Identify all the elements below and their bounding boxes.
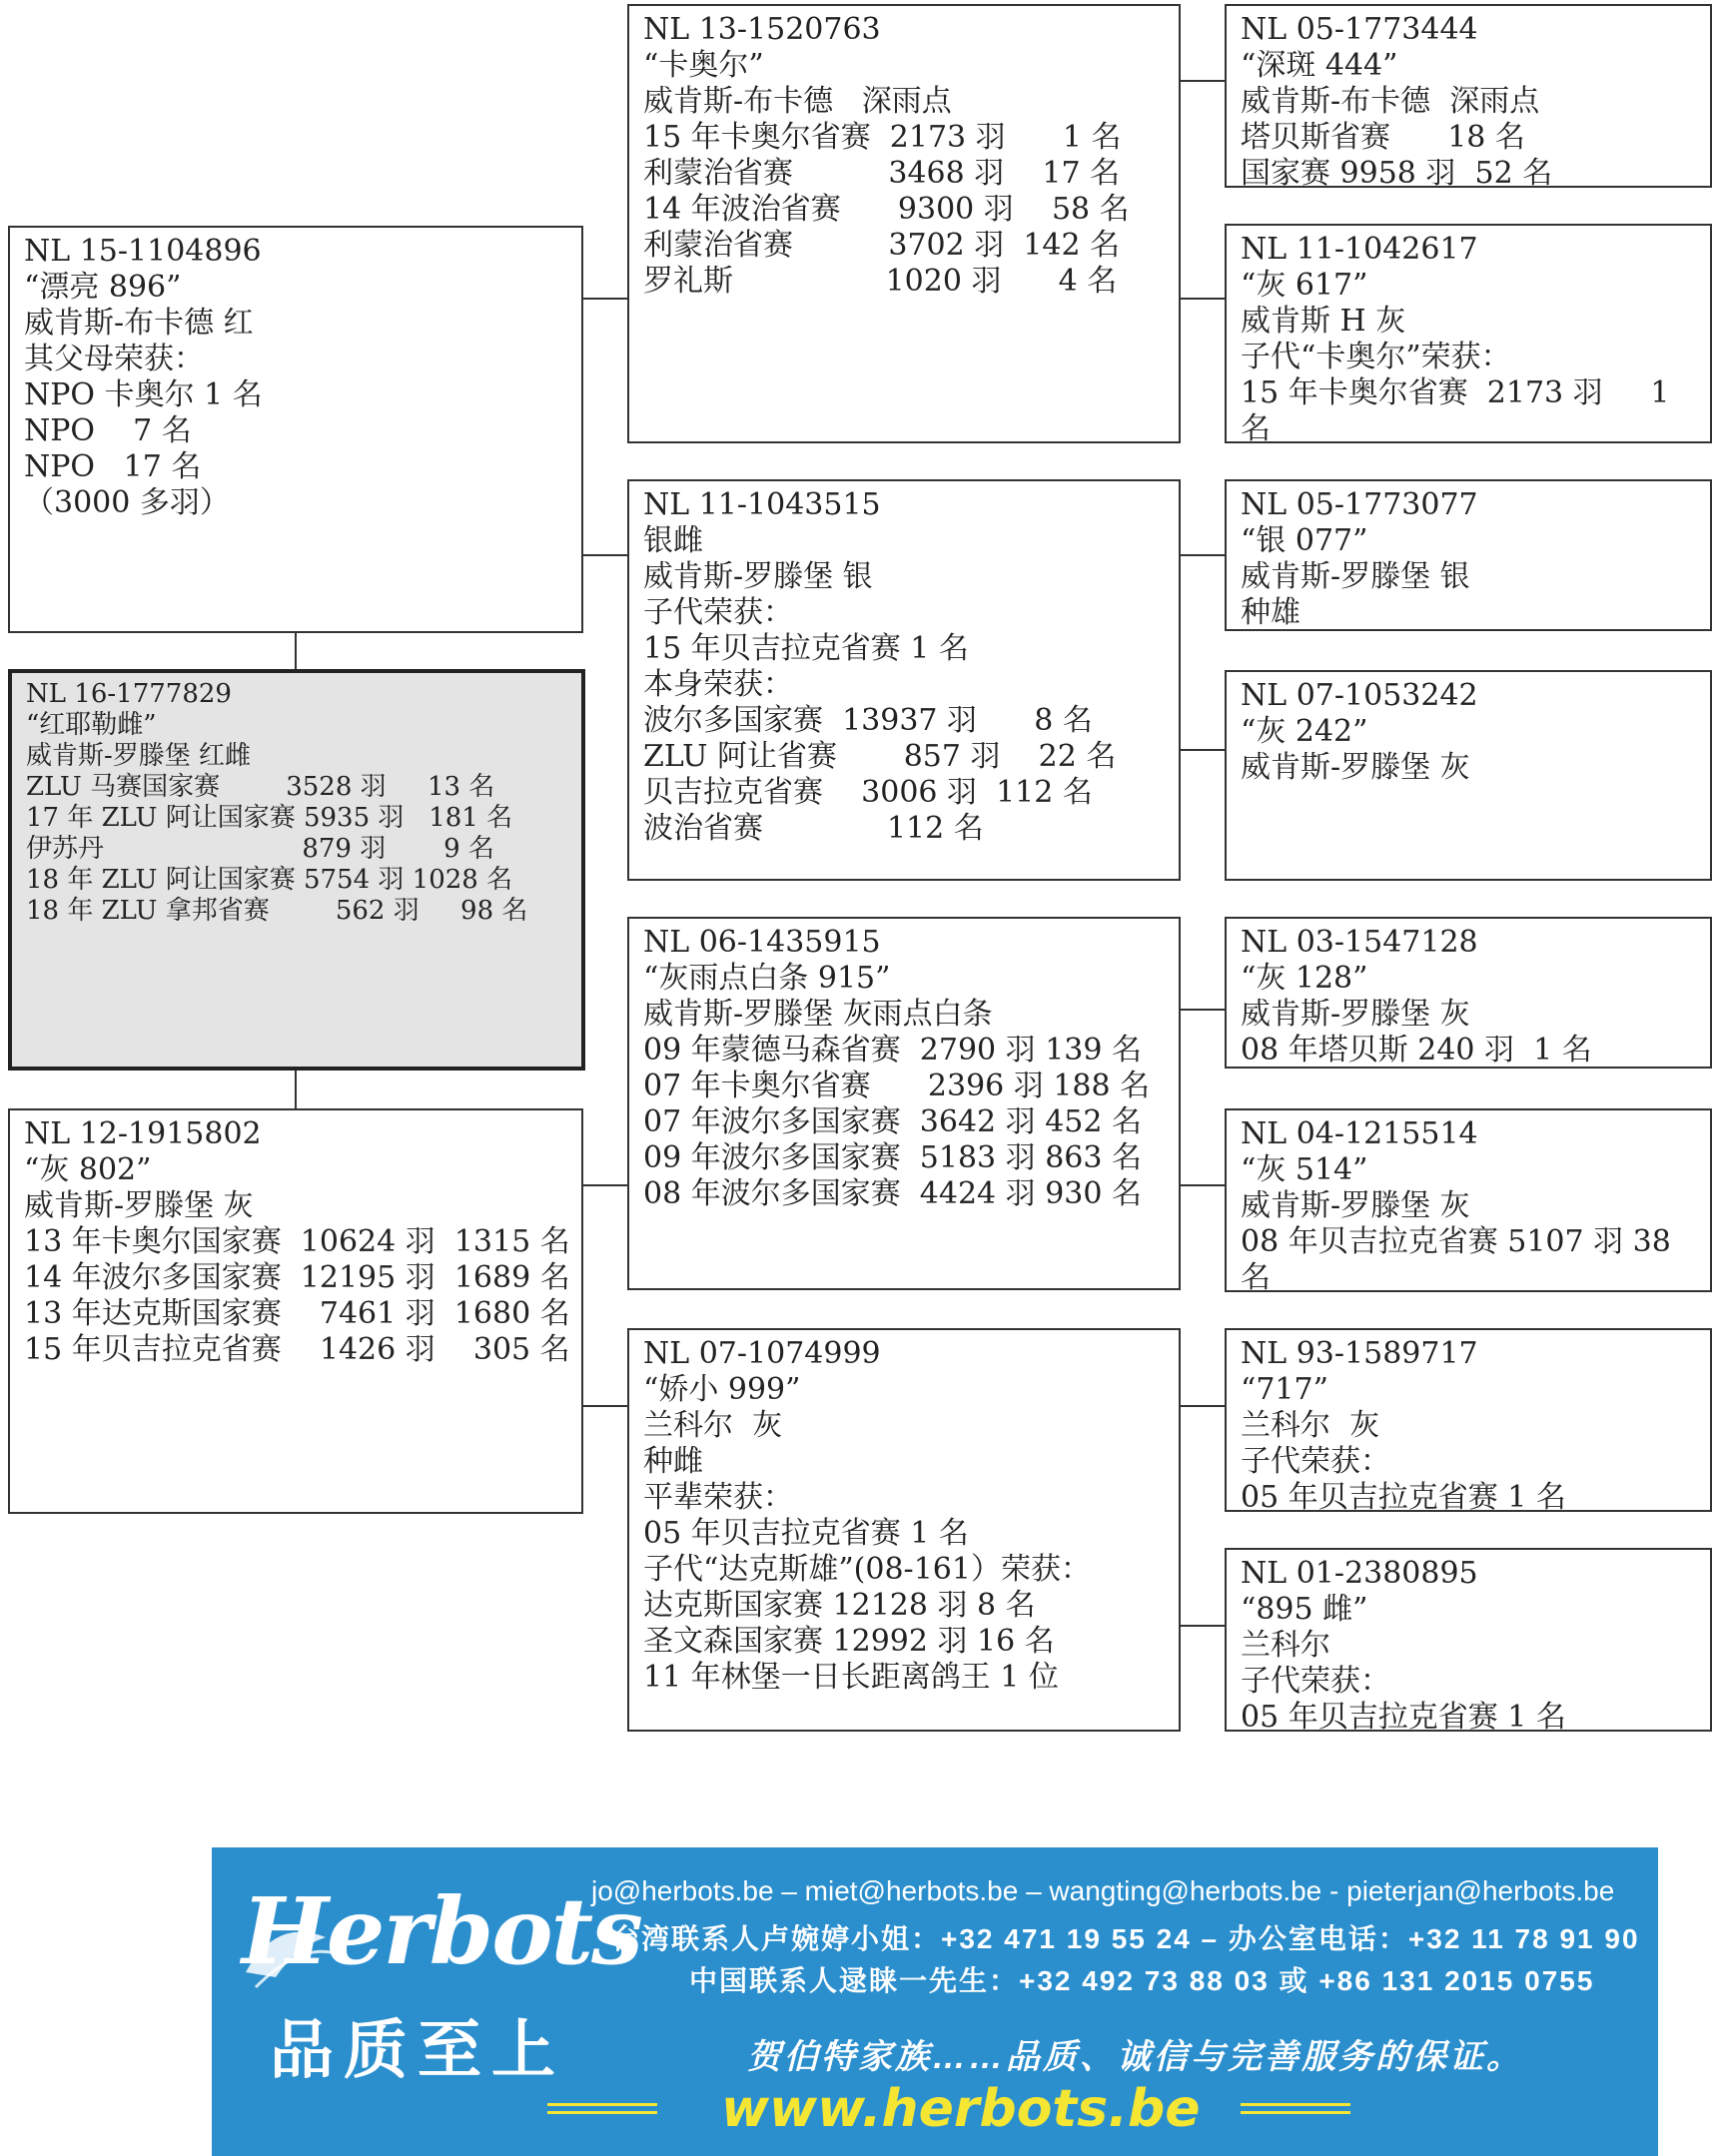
card-line: “717” [1241,1372,1328,1407]
card-line: NPO 17 名 [24,449,202,484]
card-dam [8,1108,583,1514]
card-line: “灰 514” [1241,1152,1368,1187]
connector [1181,298,1225,300]
ring-number: NL 93-1589717 [1241,1336,1478,1371]
card-line: 05 年贝吉拉克省赛 1 名 [1241,1480,1566,1515]
ring-number: NL 16-1777829 [26,679,232,709]
card-line: 08 年塔贝斯 240 羽 1 名 [1241,1033,1592,1068]
card-subject [8,669,585,1071]
connector [1181,1009,1225,1011]
card-line: 09 年波尔多国家赛 5183 羽 863 名 [643,1140,1142,1175]
card-line: 种雄 [1241,595,1300,630]
card-line: 18 年 ZLU 阿让国家赛 5754 羽 1028 名 [26,865,513,895]
connector [583,554,627,556]
connector [295,1071,297,1108]
card-line: “灰 802” [24,1152,152,1187]
connector [1181,554,1225,556]
card-line: 名 [1241,1260,1271,1295]
card-line: ZLU 阿让省赛 857 羽 22 名 [643,739,1117,774]
card-line: “灰雨点白条 915” [643,961,891,996]
card-ss-dam [1225,224,1712,446]
connector [295,633,297,669]
card-line: “红耶勒雌” [26,710,157,740]
card-line: 08 年贝吉拉克省赛 5107 羽 38 [1241,1224,1671,1259]
card-line: NPO 7 名 [24,413,192,448]
ring-number: NL 15-1104896 [24,234,262,269]
card-line: 09 年蒙德马森省赛 2790 羽 139 名 [643,1033,1142,1068]
card-line: 子代荣获： [1241,1664,1390,1699]
card-sd-dam [1225,670,1712,881]
connector [583,1405,627,1407]
card-line: 达克斯国家赛 12128 羽 8 名 [643,1588,1036,1623]
ring-number: NL 06-1435915 [643,925,881,960]
card-ss-sire [1225,4,1712,191]
card-line: 伊苏丹 879 羽 9 名 [26,834,494,864]
card-line: 15 年贝吉拉克省赛 1 名 [643,631,969,666]
card-line: 14 年波治省赛 9300 羽 58 名 [643,192,1130,227]
card-line: 兰科尔 灰 [1241,1408,1380,1443]
website-link[interactable]: www.herbots.be [721,2079,1201,2139]
ring-number: NL 04-1215514 [1241,1116,1478,1151]
card-line: 15 年卡奥尔省赛 2173 羽 1 [1241,375,1670,410]
card-line: 子代“达克斯雄”(08-161）荣获： [643,1552,1091,1587]
card-line: “娇小 999” [643,1372,801,1407]
card-ds-dam [1225,1108,1712,1295]
card-line: ZLU 马赛国家赛 3528 羽 13 名 [26,772,495,802]
card-sire-sire [627,4,1181,443]
card-line: 兰科尔 灰 [643,1408,783,1443]
card-line: 波尔多国家赛 13937 羽 8 名 [643,703,1093,738]
card-line: “灰 242” [1241,714,1368,749]
ring-number: NL 11-1042617 [1241,232,1478,267]
connector [583,1184,627,1186]
tagline: 贺伯特家族……品质、诚信与完善服务的保证。 [747,2038,1523,2076]
ring-number: NL 12-1915802 [24,1116,262,1151]
ring-number: NL 05-1773444 [1241,12,1478,47]
card-line: 05 年贝吉拉克省赛 1 名 [643,1516,969,1551]
ring-number: NL 07-1053242 [1241,678,1478,713]
ring-number: NL 11-1043515 [643,487,881,522]
card-line: 银雌 [643,523,703,558]
card-line: “895 雌” [1241,1592,1368,1627]
card-line: 罗礼斯 1020 羽 4 名 [643,264,1118,299]
card-line: 威肯斯-布卡德 深雨点 [1241,84,1540,119]
card-line: 05 年贝吉拉克省赛 1 名 [1241,1700,1566,1735]
card-line: 圣文森国家赛 12992 羽 16 名 [643,1624,1055,1659]
card-line: 11 年林堡一日长距离鸽王 1 位 [643,1660,1059,1695]
connector [583,298,627,300]
card-line: 威肯斯-布卡德 深雨点 [643,84,952,119]
card-line: “灰 617” [1241,268,1368,303]
ring-number: NL 03-1547128 [1241,925,1478,960]
divider [547,2103,657,2106]
card-line: 15 年卡奥尔省赛 2173 羽 1 名 [643,120,1122,155]
card-line: 威肯斯-罗滕堡 红雌 [26,741,252,771]
card-line: 15 年贝吉拉克省赛 1426 羽 305 名 [24,1332,570,1367]
card-line: 17 年 ZLU 阿让国家赛 5935 羽 181 名 [26,803,513,833]
card-dd-dam [1225,1548,1712,1735]
card-dam-dam [627,1328,1181,1732]
card-line: 塔贝斯省赛 18 名 [1241,120,1525,155]
card-line: “漂亮 896” [24,270,182,305]
card-line: 种雌 [643,1444,703,1479]
ring-number: NL 01-2380895 [1241,1556,1478,1591]
card-line: 本身荣获： [643,667,793,702]
slogan: 品质至上 [270,2014,565,2088]
card-line: 13 年卡奥尔国家赛 10624 羽 1315 名 [24,1224,570,1259]
ring-number: NL 13-1520763 [643,12,881,47]
card-line: 子代荣获： [1241,1444,1390,1479]
card-line: 07 年卡奥尔省赛 2396 羽 188 名 [643,1069,1151,1103]
card-line: 平辈荣获： [643,1480,793,1515]
card-line: 威肯斯-罗滕堡 灰 [1241,1188,1470,1223]
card-line: 威肯斯-罗滕堡 银 [643,559,873,594]
card-line: “深斑 444” [1241,48,1398,83]
taiwan-contact: 台湾联系人卢婉婷小姐：+32 471 19 55 24 – 办公室电话：+32 11 78 91 90 [611,1923,1640,1954]
card-line: 18 年 ZLU 拿邦省赛 562 羽 98 名 [26,896,528,926]
card-ds-sire [1225,917,1712,1069]
card-line: 威肯斯-罗滕堡 灰 [1241,997,1470,1032]
card-line: 威肯斯-罗滕堡 银 [1241,559,1470,594]
card-line: 威肯斯 H 灰 [1241,304,1406,339]
ring-number: NL 05-1773077 [1241,487,1478,522]
logo-text: Herbots [242,1877,641,1985]
connector [1181,749,1225,751]
card-line: “卡奥尔” [643,48,764,83]
footer-banner [212,1847,1658,2156]
card-dd-sire [1225,1328,1712,1515]
card-line: 波治省赛 112 名 [643,811,984,846]
card-dam-sire [627,917,1181,1290]
card-line: 利蒙治省赛 3702 羽 142 名 [643,228,1121,263]
card-line: 威肯斯-罗滕堡 灰 [1241,750,1470,785]
card-line: 威肯斯-罗滕堡 灰 [24,1188,254,1223]
card-line: 14 年波尔多国家赛 12195 羽 1689 名 [24,1260,570,1295]
card-line: 威肯斯-罗滕堡 灰雨点白条 [643,997,993,1032]
card-line: “银 077” [1241,523,1368,558]
card-line: NPO 卡奥尔 1 名 [24,377,263,412]
card-sd-sire [1225,479,1712,631]
connector [1181,1184,1225,1186]
card-line: （3000 多羽） [24,485,230,520]
connector [1181,80,1225,82]
card-line: 贝吉拉克省赛 3006 羽 112 名 [643,775,1093,810]
connector [1181,1625,1225,1627]
card-line: 08 年波尔多国家赛 4424 羽 930 名 [643,1176,1142,1211]
card-line: 07 年波尔多国家赛 3642 羽 452 名 [643,1104,1142,1139]
card-line: “灰 128” [1241,961,1368,996]
card-line: 威肯斯-布卡德 红 [24,306,254,341]
contact-emails[interactable]: jo@herbots.be – miet@herbots.be – wangting@herbots.be - pieterjan@herbots.be [591,1875,1615,1906]
card-line: 名 [1241,411,1271,446]
divider [1241,2103,1350,2106]
card-line: 子代“卡奥尔”荣获： [1241,340,1511,374]
card-line: 13 年达克斯国家赛 7461 羽 1680 名 [24,1296,570,1331]
card-line: 子代荣获： [643,595,793,630]
card-line: 兰科尔 [1241,1628,1330,1663]
connector [1181,1405,1225,1407]
ring-number: NL 07-1074999 [643,1336,881,1371]
china-contact: 中国联系人逯睐一先生：+32 492 73 88 03 或 +86 131 2015 0755 [689,1965,1595,1996]
divider [547,2111,657,2114]
card-line: 国家赛 9958 羽 52 名 [1241,156,1553,191]
card-sire [8,226,583,633]
divider [1241,2111,1350,2114]
card-sire-dam [627,479,1181,881]
card-line: 其父母荣获： [24,342,204,376]
card-line: 利蒙治省赛 3468 羽 17 名 [643,156,1121,191]
